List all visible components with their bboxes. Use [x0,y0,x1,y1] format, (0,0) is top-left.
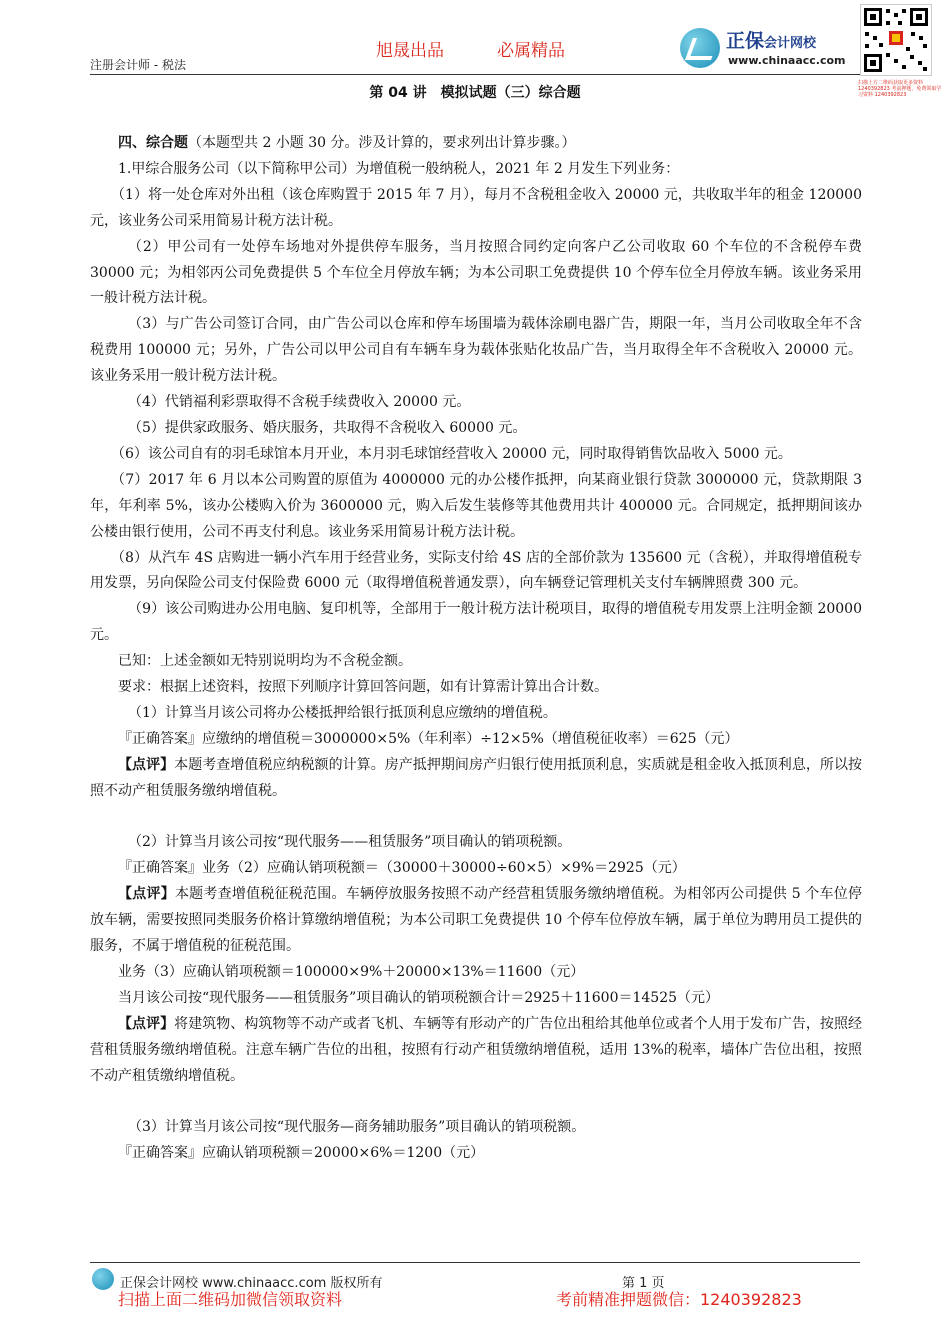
spacer [90,1090,862,1116]
business-item-4: （4）代销福利彩票取得不含税手续费收入 20000 元。 [128,394,471,411]
answer-2: 『正确答案』业务（2）应确认销项税额＝（30000＋30000÷60×5）×9%＝2925（元） [118,860,686,877]
brand-logo[interactable] [680,26,855,76]
logo-name: 正保 [726,30,765,52]
spacer [90,805,862,831]
business-item-9: （9）该公司购进办公用电脑、复印机等，全部用于一般计税方法计税项目，取得的增值税专用发票上注明金额 20000 元。 [90,601,862,644]
header-subject: 注册会计师 - 税法 [90,58,186,72]
qr-code-icon[interactable] [860,4,932,76]
footer-copyright: 正保会计网校 www.chinaacc.com 版权所有 [120,1276,383,1291]
answer-2-total: 当月该公司按“现代服务——租赁服务”项目确认的销项税额合计＝2925＋11600＝14525（元） [118,989,720,1006]
business-item-7: （7）2017 年 6 月以本公司购置的原值为 4000000 元的办公楼作抵押，向某商业银行贷款 3000000 元，贷款期限 3 年，年利率 5%，该办公楼购入价为 3600000 元，购入后发生装修等其他费用共计 400000 元。合同规定，抵押期间该办公楼由银行使用，公司不再支付利息。该业务采用简易计税方法计税。 [90,471,862,540]
question-2: （2）计算当月该公司按“现代服务——租赁服务”项目确认的销项税额。 [128,834,572,851]
business-item-1: （1）将一处仓库对外出租（该仓库购置于 2015 年 7 月），每月不含税租金收入 20000 元，共收取半年的租金 120000 元，该业务公司采用简易计税方法计税。 [90,186,862,229]
known-note: 已知：上述金额如无特别说明均为不含税金额。 [118,653,412,670]
logo-url: www.chinaacc.com [728,54,846,67]
comment-label: 【点评】 [118,1015,175,1032]
question-3: （3）计算当月该公司按“现代服务—商务辅助服务”项目确认的销项税额。 [128,1119,586,1136]
footer-logo-icon [92,1268,114,1290]
answer-2-business-3: 业务（3）应确认销项税额＝100000×9%＋20000×13%＝11600（元） [118,963,585,980]
business-item-8: （8）从汽车 4S 店购进一辆小汽车用于经营业务，实际支付给 4S 店的全部价款为 135600 元（含税），并取得增值税专用发票，另向保险公司支付保险费 6000 元（取得增值税普通发票），向车辆登记管理机关支付车辆牌照费 300 元。 [90,549,862,592]
question-1: （1）计算当月该公司将办公楼抵押给银行抵顶利息应缴纳的增值税。 [128,704,557,721]
comment-3: 【点评】将建筑物、构筑物等不动产或者飞机、车辆等有形动产的广告位出租给其他单位或者个人用于发布广告，按照经营租赁服务缴纳增值税。注意车辆广告位的出租，按照有行动产租赁缴纳增值税，适用 13%的税率，墙体广告位出租，按照不动产租赁缴纳增值税。 [90,1015,862,1084]
answer-1: 『正确答案』应缴纳的增值税＝3000000×5%（年利率）÷12×5%（增值税征收率）＝625（元） [118,730,739,747]
footer-divider [90,1262,860,1263]
logo-sub: 会计网校 [764,36,817,51]
header-slogan-1: 旭晟出品 [376,41,444,61]
section-heading-label: 四、综合题 [118,135,188,151]
comment-label: 【点评】 [118,756,175,773]
page-title: 第 04 讲 模拟试题（三）综合题 [369,85,581,101]
question-intro: 1.甲综合服务公司（以下简称甲公司）为增值税一般纳税人，2021 年 2 月发生下列业务： [118,160,680,177]
business-item-6: （6）该公司自有的羽毛球馆本月开业，本月羽毛球馆经营收入 20000 元，同时取得销售饮品收入 5000 元。 [111,445,792,462]
logo-emblem-icon [680,28,720,68]
document-body [90,131,862,1167]
qr-note: 扫描上方二维码获取更多资料 1240392823 考前押题，免费领取学习资料 1240392823 [858,80,942,98]
section-heading-note: （本题型共 2 小题 30 分。涉及计算的，要求列出计算步骤。） [188,135,576,151]
comment-1: 【点评】本题考查增值税应纳税额的计算。房产抵押期间房产归银行使用抵顶利息，实质就是租金收入抵顶利息，所以按照不动产租赁服务缴纳增值税。 [90,756,862,799]
section-heading [90,131,862,157]
business-item-5: （5）提供家政服务、婚庆服务，共取得不含税收入 60000 元。 [128,419,527,436]
business-item-2: （2）甲公司有一处停车场地对外提供停车服务，当月按照合同约定向客户乙公司收取 60 个车位的不含税停车费 30000 元；为相邻丙公司免费提供 5 个车位全月停放车辆；为本公司职工免费提供 10 个停车位全月停放车辆。该业务采用一般计税方法计税。 [90,238,862,307]
answer-3: 『正确答案』应确认销项税额＝20000×6%＝1200（元） [118,1145,485,1162]
business-item-3: （3）与广告公司签订合同，由广告公司以仓库和停车场围墙为载体涂刷电器广告，期限一年，当月公司收取全年不含税费用 100000 元；另外，广告公司以甲公司自有车辆车身为载体张贴化妆品广告，当月取得全年不含税收入 20000 元。该业务采用一般计税方法计税。 [90,316,862,385]
footer-promo-right: 考前精准押题微信：1240392823 [556,1290,802,1309]
comment-label: 【点评】 [118,886,175,903]
requirement: 要求：根据上述资料，按照下列顺序计算回答问题，如有计算需计算出合计数。 [118,679,608,696]
footer-page-number: 第 1 页 [622,1276,665,1291]
header-slogan-2: 必属精品 [497,41,565,61]
footer-promo-left: 扫描上面二维码加微信领取资料 [118,1290,343,1309]
comment-2: 【点评】本题考查增值税征税范围。车辆停放服务按照不动产经营租赁服务缴纳增值税。为相邻丙公司提供 5 个车位停放车辆，需要按照同类服务价格计算缴纳增值税；为本公司职工免费提供 10 个停车位停放车辆，属于单位为聘用员工提供的服务，不属于增值税的征税范围。 [90,886,862,955]
